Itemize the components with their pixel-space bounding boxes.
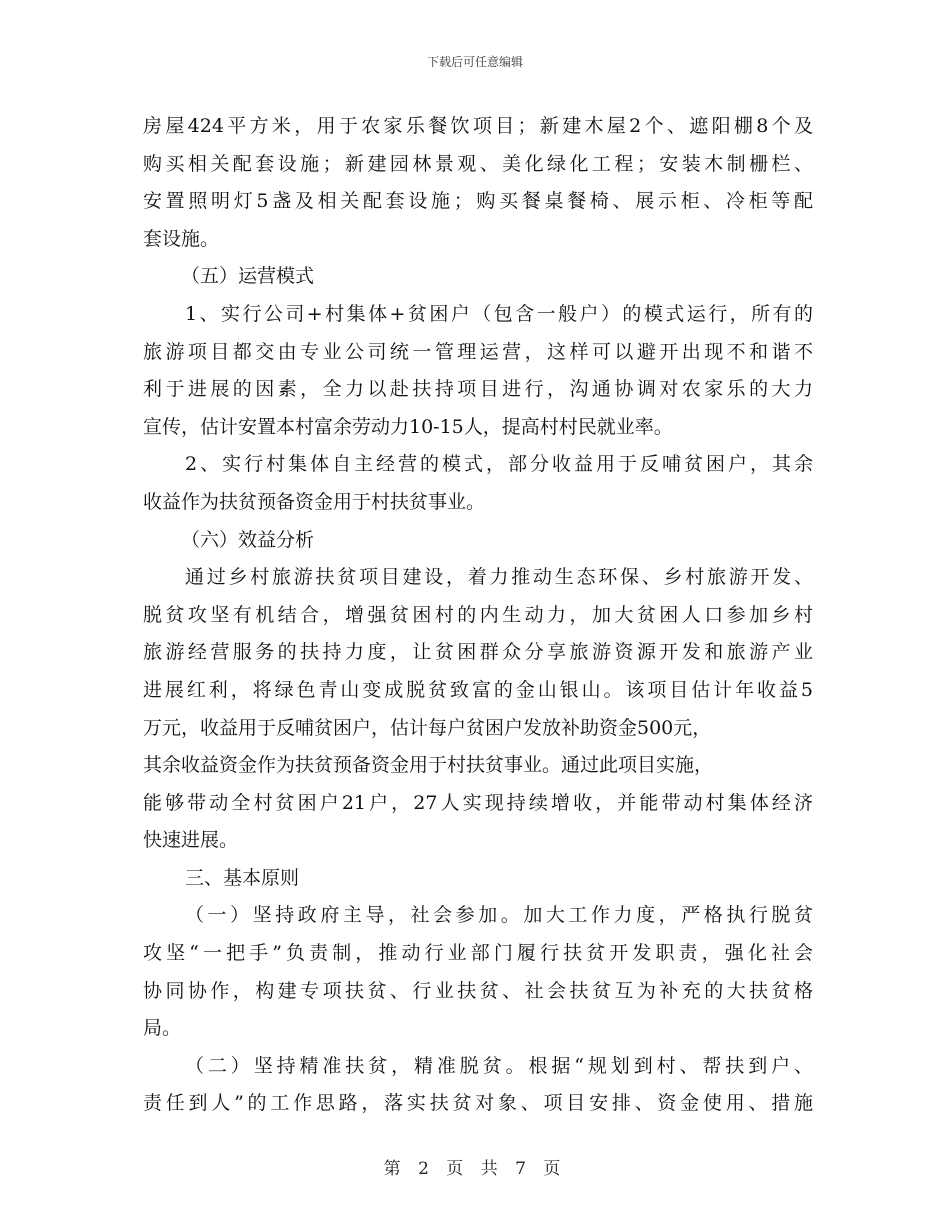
page-footer: 第 2 页 共 7 页 bbox=[383, 1159, 567, 1179]
text-line: 2、实行村集体自主经营的模式，部分收益用于反哺贫困户，其余 bbox=[185, 453, 813, 476]
section-heading: （六）效益分析 bbox=[181, 528, 315, 551]
text-line: 套设施。 bbox=[143, 227, 220, 250]
text-line: 房屋424平方米，用于农家乐餐饮项目；新建木屋2个、遮阳棚8个及 bbox=[143, 115, 813, 137]
text-line: 收益作为扶贫预备资金用于村扶贫事业。 bbox=[143, 490, 486, 513]
text-line: 1、实行公司+村集体+贫困户（包含一般户）的模式运行，所有的 bbox=[185, 302, 813, 325]
text-line: 协同协作，构建专项扶贫、行业扶贫、社会扶贫互为补充的大扶贫格 bbox=[143, 979, 813, 1002]
text-line: 通过乡村旅游扶贫项目建设，着力推动生态环保、乡村旅游开发、 bbox=[185, 566, 813, 589]
text-line: 快速进展。 bbox=[143, 829, 239, 852]
section-heading: 三、基本原则 bbox=[185, 866, 300, 889]
text-line: 脱贫攻坚有机结合，增强贫困村的内生动力，加大贫困人口参加乡村 bbox=[143, 603, 813, 626]
text-line: （一）坚持政府主导，社会参加。加大工作力度，严格执行脱贫 bbox=[185, 904, 813, 927]
text-line: 攻坚“一把手”负责制，推动行业部门履行扶贫开发职责，强化社会 bbox=[143, 942, 813, 965]
text-line: 购买相关配套设施；新建园林景观、美化绿化工程；安装木制栅栏、 bbox=[143, 152, 813, 175]
text-line: 局。 bbox=[143, 1017, 182, 1040]
document-body bbox=[143, 108, 813, 1123]
text-line: 能够带动全村贫困户21户，27人实现持续增收，并能带动村集体经济 bbox=[143, 791, 813, 814]
text-line: 万元，收益用于反哺贫困户，估计每户贫困户发放补助资金500元， bbox=[143, 716, 712, 739]
text-line: 旅游经营服务的扶持力度，让贫困群众分享旅游资源开发和旅游产业 bbox=[143, 641, 813, 664]
text-line: 其余收益资金作为扶贫预备资金用于村扶贫事业。通过此项目实施， bbox=[143, 754, 714, 777]
text-line: （二）坚持精准扶贫，精准脱贫。根据“规划到村、帮扶到户、 bbox=[185, 1054, 813, 1077]
text-line: 责任到人”的工作思路，落实扶贫对象、项目安排、资金使用、措施 bbox=[143, 1092, 813, 1115]
text-line: 利于进展的因素，全力以赴扶持项目进行，沟通协调对农家乐的大力 bbox=[143, 378, 813, 401]
text-line: 宣传，估计安置本村富余劳动力10-15人，提高村村民就业率。 bbox=[143, 415, 673, 438]
page-header: 下载后可任意编辑 bbox=[426, 55, 523, 69]
text-line: 进展红利，将绿色青山变成脱贫致富的金山银山。该项目估计年收益5 bbox=[143, 678, 813, 701]
section-heading: （五）运营模式 bbox=[181, 265, 315, 288]
text-line: 安置照明灯5盏及相关配套设施；购买餐桌餐椅、展示柜、冷柜等配 bbox=[143, 190, 813, 213]
text-line: 旅游项目都交由专业公司统一管理运营，这样可以避开出现不和谐不 bbox=[143, 340, 813, 363]
